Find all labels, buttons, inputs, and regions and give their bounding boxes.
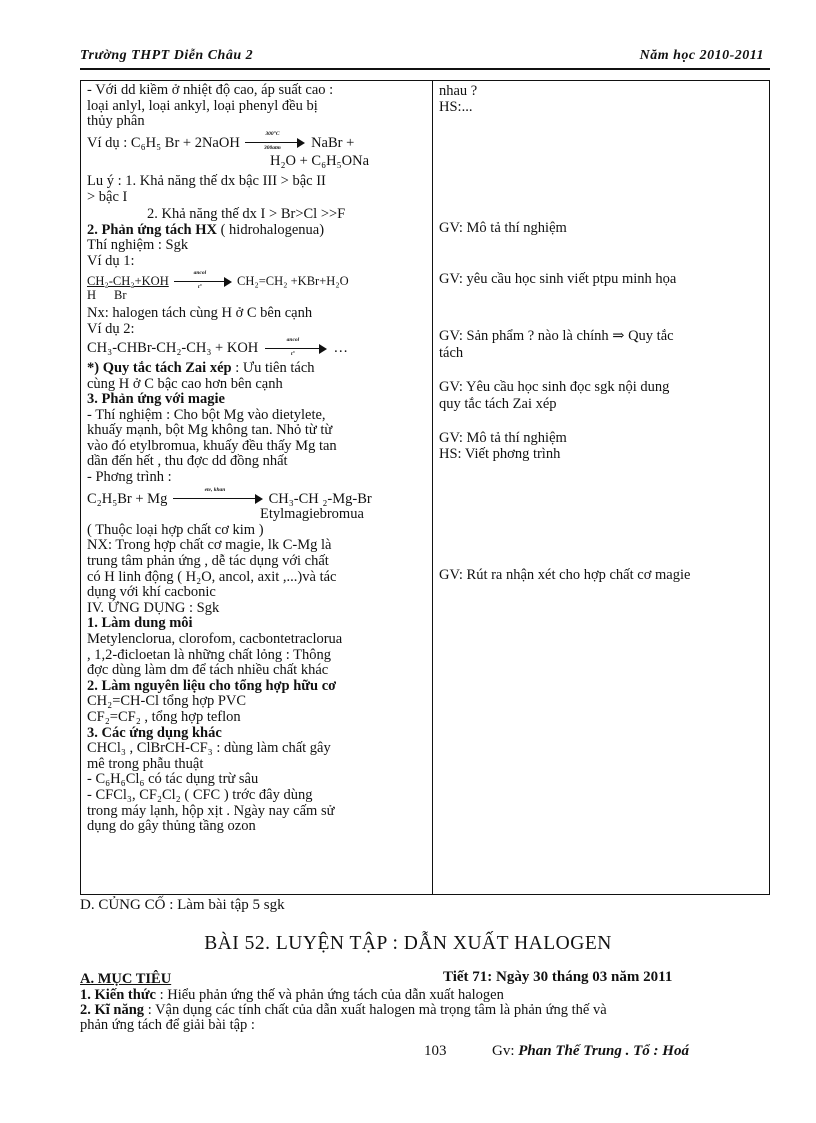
objective-label: 2. Kĩ năng	[80, 1002, 145, 1019]
objective-skills-cont: phản ứng tách để giải bài tập :	[80, 1017, 255, 1034]
text-line: Thí nghiệm : Sgk	[87, 237, 189, 254]
text-line: - Thí nghiệm : Cho bột Mg vào dietylete,	[87, 406, 326, 423]
page-number: 103	[424, 1043, 447, 1059]
text-line: đợc dùng làm dm để tách nhiều chất khác	[87, 662, 329, 679]
arrow-condition: ancol	[193, 269, 207, 276]
text-line: Ví dụ 1:	[87, 252, 135, 269]
objectives-label: A. MỤC TIÊU	[80, 971, 172, 987]
sub-br: Br	[114, 288, 127, 303]
text-line: Metylenclorua, clorofom, cacbontetraclorua	[87, 631, 343, 647]
objective-text: : Hiểu phản ứng thế và phản ứng tách của dẫn xuất halogen	[155, 987, 504, 1003]
text-line: ( Thuộc loại hợp chất cơ kim )	[87, 521, 264, 538]
arrow-condition: t°	[291, 350, 295, 357]
objectives-section	[80, 969, 780, 1034]
equation-elimination-1	[87, 269, 427, 290]
eq-products: NaBr +	[311, 134, 355, 151]
consolidation-label: D. CỦNG CỐ	[80, 897, 166, 913]
text-line: trong máy lạnh, hộp xịt . Ngày nay cấm sử	[87, 802, 335, 819]
text-line: NX: Trong hợp chất cơ magie, lk C-Mg là	[87, 537, 332, 554]
text-line: Nx: halogen tách cùng H ở C bên cạnh	[87, 305, 313, 322]
text-line: CHCl₃ , ClBrCH-CF₃ : dùng làm chất gây	[87, 740, 331, 757]
text-line: - Phơng trình :	[87, 469, 172, 486]
reaction-arrow-icon	[173, 487, 263, 505]
activity-text: GV: Yêu cầu học sinh đọc sgk nội dung	[439, 379, 670, 395]
objective-label: 1. Kiến thức	[80, 987, 156, 1003]
consolidation-text: : Làm bài tập 5 sgk	[165, 897, 285, 913]
activity-text: quy tắc tách Zai xép	[439, 396, 557, 412]
text-line: > bậc I	[87, 188, 128, 205]
objective-knowledge	[80, 988, 780, 1003]
heading-sub: ( hidrohalogenua)	[216, 221, 325, 238]
text-line: Ví dụ 2:	[87, 320, 135, 337]
objective-text: : Vận dụng các tính chất của dẫn xuất halogen mà trọng tâm là phản ứng thế và	[144, 1002, 607, 1019]
heading-text: 2. Phản ứng tách HX	[87, 221, 217, 238]
text-line: dụng với khí cacbonic	[87, 584, 216, 601]
text-line: cùng H ở C bậc cao hơn bên cạnh	[87, 375, 283, 392]
eq-reactants: Ví dụ : C₆H₅ Br + 2NaOH	[87, 134, 240, 151]
section-heading: 3. Các ứng dụng khác	[87, 724, 222, 741]
eq-products: CH₂=CH₂ +KBr+H₂O	[237, 273, 349, 288]
text-line: - C₆H₆Cl₆ có tác dụng trừ sâu	[87, 771, 259, 788]
activity-text-part: Quy tắc	[624, 328, 674, 344]
rule-title: *) Quy tắc tách Zai xép	[87, 359, 232, 376]
text-line: 2. Khả năng thế dx I > Br>Cl >>F	[147, 206, 346, 223]
text-line: loại anlyl, loại ankyl, loại phenyl đều bị	[87, 97, 318, 114]
teacher-name: Phan Thế Trung . Tổ : Hoá	[518, 1043, 689, 1059]
activity-text-part: GV: Sản phẩm ? nào là chính	[439, 328, 609, 344]
activity-text: GV: yêu cầu học sinh viết ptpu minh họa	[439, 271, 677, 287]
text-line: có H linh động ( H₂O, ancol, axit ,...)và tác	[87, 568, 337, 585]
arrow-condition: t°	[198, 283, 202, 290]
activity-text: tách	[439, 345, 464, 361]
text-line: - CFCl₃, CF₂Cl₂ ( CFC ) trớc đây dùng	[87, 786, 313, 803]
objective-skills	[80, 1003, 780, 1018]
teacher-label: Gv:	[492, 1043, 519, 1059]
objectives-header-row	[80, 969, 780, 988]
text-line: - Với dd kiềm ở nhiệt độ cao, áp suất cao :	[87, 82, 334, 98]
activity-text: HS:...	[439, 99, 473, 115]
activity-text: GV: Mô tả thí nghiệm	[439, 220, 567, 236]
arrow-condition: 300°C	[265, 131, 280, 138]
column-divider	[432, 81, 433, 894]
lesson-title: BÀI 52. LUYỆN TẬP : DẪN XUẤT HALOGEN	[204, 933, 612, 954]
section-heading: 2. Làm nguyên liệu cho tổng hợp hữu cơ	[87, 677, 337, 694]
eq-reactants: C₂H₅Br + Mg	[87, 490, 168, 507]
eq-reactants: CH₃-CHBr-CH₂-CH₃ + KOH	[87, 340, 259, 357]
text-line: mê trong phẫu thuật	[87, 755, 204, 772]
reaction-arrow-icon	[174, 269, 232, 290]
consolidation-line	[80, 897, 770, 914]
school-name: Trường THPT Diễn Châu 2	[80, 48, 254, 63]
text-line: CH₂=CH-Cl tổng hợp PVC	[87, 693, 247, 710]
equation-hydrolysis	[87, 131, 427, 152]
text-line: khuấy mạnh, bột Mg không tan. Nhỏ từ từ	[87, 422, 333, 439]
eq-reactants: CH₂-CH₂+KOH	[87, 273, 169, 288]
activity-text: GV: Rút ra nhận xét cho hợp chất cơ magie	[439, 567, 691, 583]
content-column	[87, 83, 427, 835]
reaction-arrow-icon	[245, 131, 305, 152]
activity-text: HS: Viết phơng trình	[439, 446, 561, 462]
eq-products-cont: H₂O + C₆H₅ONa	[270, 153, 370, 170]
arrow-condition: ete, khan	[204, 487, 226, 494]
text-line: , 1,2-đicloetan là những chất lỏng : Thông	[87, 646, 331, 663]
eq-products: CH₃-CH ₂-Mg-Br	[268, 490, 372, 507]
eq-substituents	[87, 289, 427, 302]
text-line: Lu ý : 1. Khả năng thế dx bậc III > bậc II	[87, 172, 326, 189]
heading-text: IV. ỨNG DỤNG	[87, 599, 186, 616]
eq-product-name: Etylmagiebromua	[260, 506, 364, 523]
section-heading: 1. Làm dung môi	[87, 615, 193, 632]
rule-text: : Ưu tiên tách	[231, 359, 315, 376]
rule-line	[87, 361, 427, 377]
heading-sub: : Sgk	[185, 599, 220, 616]
sub-h: H	[87, 288, 97, 303]
text-line: vào đó etylbromua, khuấy đều thấy Mg tan	[87, 437, 337, 454]
text-line: CF₂=CF₂ , tổng hợp teflon	[87, 708, 241, 725]
text-line: dần đến hết , thu đợc dd đồng nhất	[87, 453, 288, 470]
equation-elimination-2	[87, 336, 427, 357]
text-line: thủy phân	[87, 113, 145, 130]
section-heading	[87, 223, 427, 239]
implies-arrow-icon: ⇒	[612, 328, 625, 344]
activity-text: nhau ?	[439, 83, 478, 99]
page-footer	[424, 1043, 689, 1060]
eq-products: …	[333, 340, 349, 357]
section-heading	[87, 601, 427, 617]
period-date: Tiết 71: Ngày 30 tháng 03 năm 2011	[443, 969, 673, 985]
activity-text: GV: Mô tả thí nghiệm	[439, 430, 567, 446]
school-year: Năm học 2010-2011	[639, 48, 764, 63]
section-heading: 3. Phản ứng với magie	[87, 391, 225, 408]
activity-text	[439, 328, 769, 344]
lesson-table	[80, 80, 770, 895]
arrow-condition: 300atm	[264, 145, 281, 152]
text-line: dụng do gây thủng tầng ozon	[87, 818, 256, 835]
reaction-arrow-icon	[265, 336, 327, 357]
text-line: trung tâm phản ứng , dễ tác dụng với chất	[87, 553, 329, 570]
page-header	[80, 46, 770, 70]
equation-grignard	[87, 487, 427, 508]
arrow-condition: ancol	[286, 336, 300, 343]
